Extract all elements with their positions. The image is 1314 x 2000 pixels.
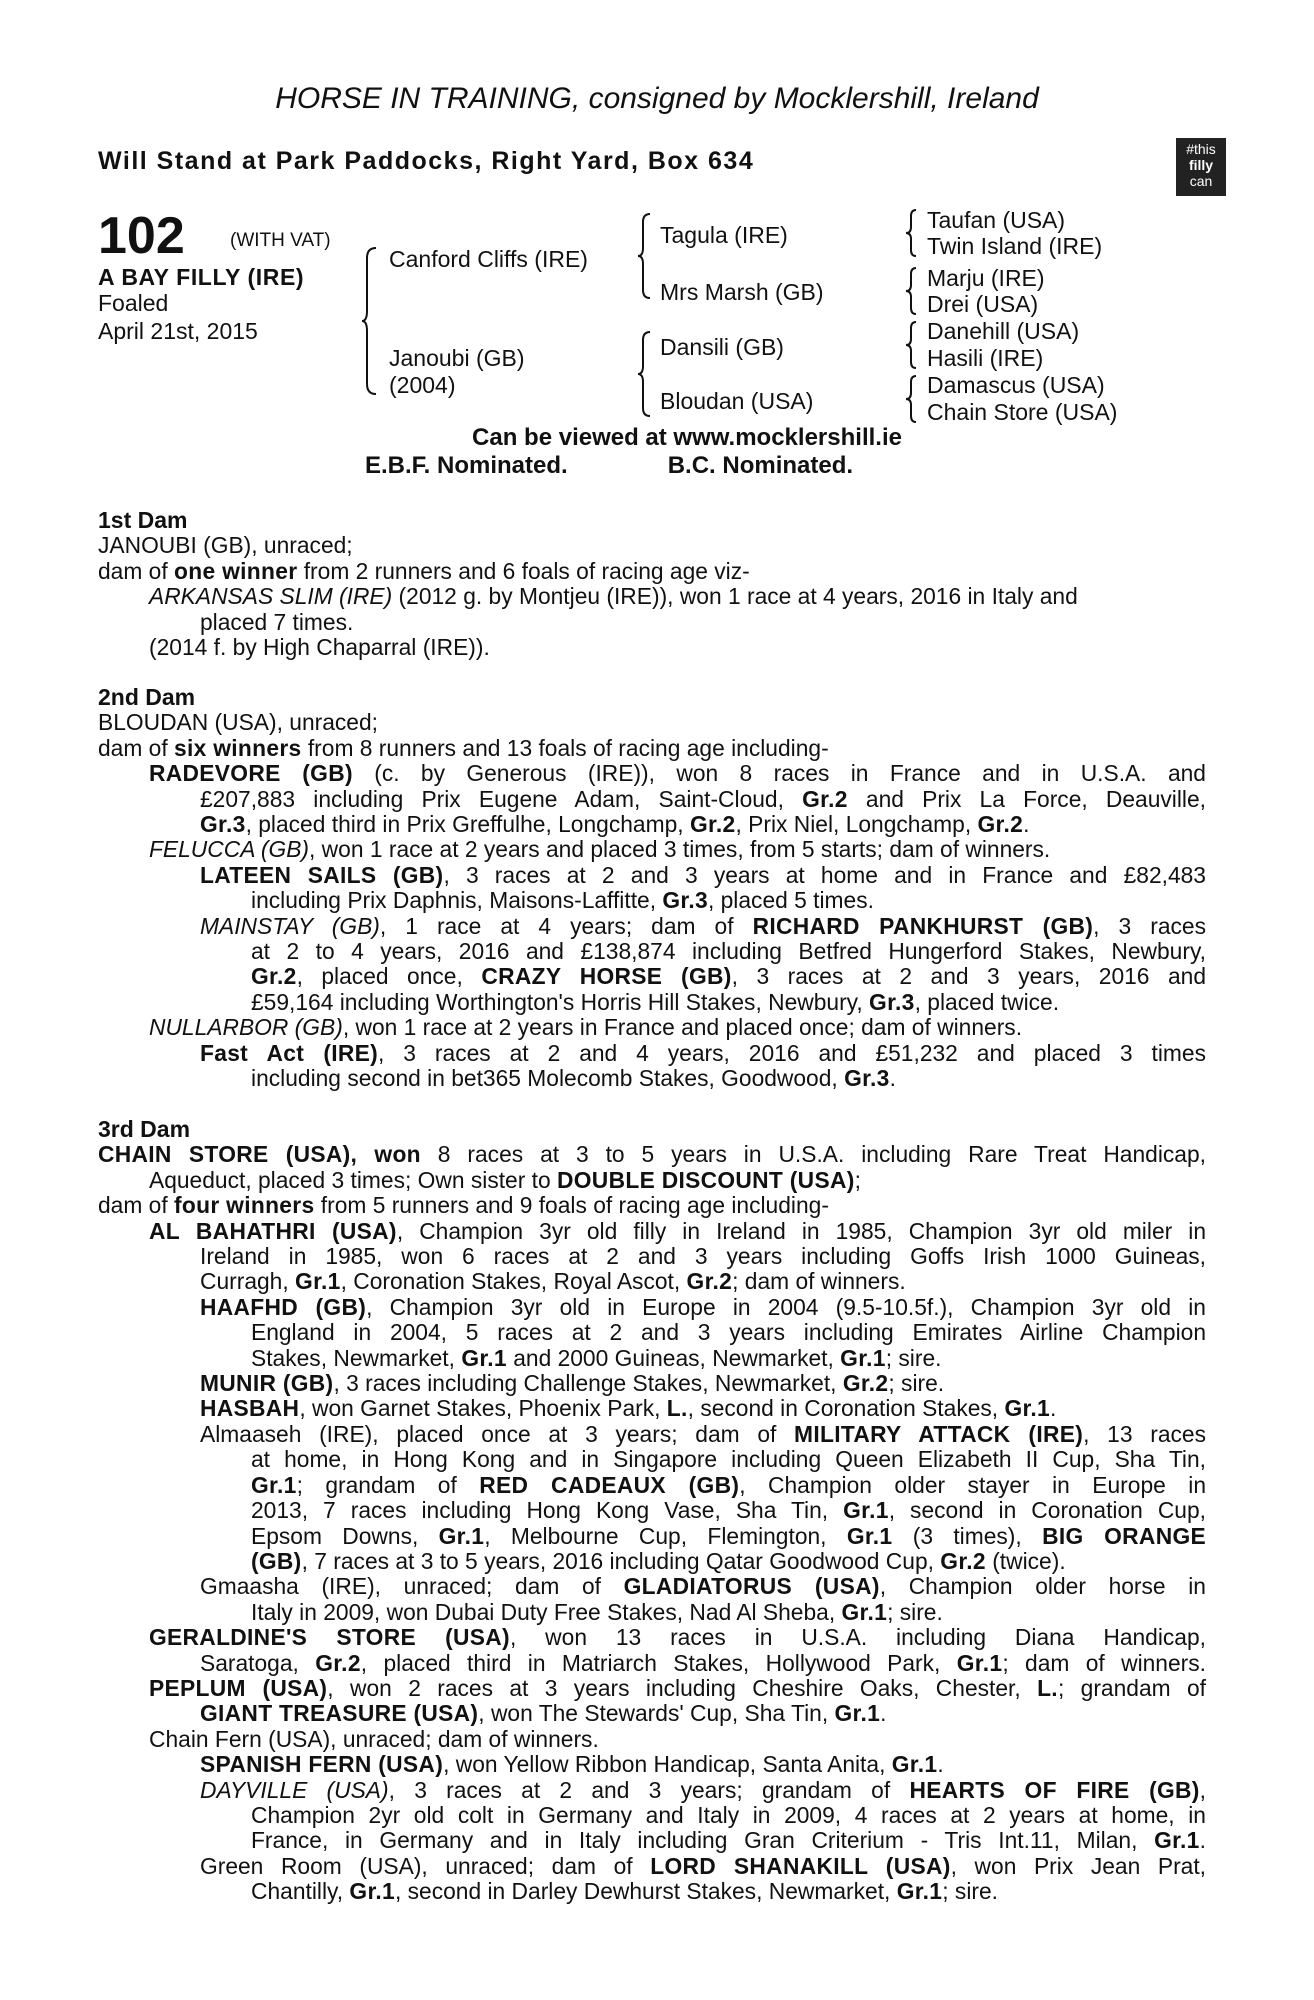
text-segment: DAYVILLE (USA) xyxy=(200,1776,389,1803)
page-title: HORSE IN TRAINING, consigned by Mocklershill, Ireland xyxy=(275,82,1039,115)
bc-nominated: B.C. Nominated. xyxy=(667,452,854,479)
text-segment: Almaaseh (IRE), placed once at 3 years; dam of xyxy=(200,1420,795,1447)
text-segment: Gr.2 xyxy=(842,1370,889,1397)
third-dam-line xyxy=(98,1346,1206,1371)
text-segment: , 7 races at 3 to 5 years, 2016 including Qatar Goodwood Cup, xyxy=(301,1547,941,1574)
third-dam-line xyxy=(98,1574,1206,1599)
text-segment: , won The Stewards' Cup, Sha Tin, xyxy=(478,1700,835,1727)
text-segment: RED CADEAUX (GB) xyxy=(479,1471,740,1498)
third-dam-line xyxy=(98,1320,1206,1345)
text-segment: NULLARBOR (GB) xyxy=(149,1014,343,1041)
third-dam-line xyxy=(98,1549,1206,1574)
second-dam-line xyxy=(98,863,1206,888)
text-segment: (2012 g. by Montjeu (IRE)), won 1 race at 4 years, 2016 in Italy and xyxy=(392,583,1078,610)
nominations xyxy=(365,452,853,480)
text-segment: Gr.1 xyxy=(834,1700,881,1727)
text-segment: ; sire. xyxy=(887,1598,943,1625)
text-segment: £59,164 including Worthington's Horris Hill Stakes, Newbury, xyxy=(251,988,870,1015)
third-dam-line xyxy=(98,1219,1206,1244)
text-segment: Gr.2 xyxy=(802,785,848,812)
text-segment: , second in Coronation Stakes, xyxy=(687,1395,1005,1422)
second-dam-line xyxy=(98,812,1206,837)
text-segment: PEPLUM (USA) xyxy=(149,1674,328,1701)
text-segment: , second in Darley Dewhurst Stakes, Newmarket, xyxy=(394,1878,897,1905)
pedigree-brace-icon xyxy=(906,320,918,370)
text-segment: Aqueduct, placed 3 times; Own sister to xyxy=(149,1166,558,1193)
text-segment: (twice). xyxy=(985,1547,1066,1574)
stand-location: Will Stand at Park Paddocks, Right Yard, Box 634 xyxy=(98,147,755,175)
text-segment: , won 13 races in U.S.A. including Diana Handicap, xyxy=(509,1624,1207,1651)
vat-note: (WITH VAT) xyxy=(230,230,331,251)
text-segment: six winners xyxy=(174,734,302,761)
pedigree-ggp-8: Chain Store (USA) xyxy=(927,399,1118,425)
text-segment: RICHARD PANKHURST (GB) xyxy=(752,912,1094,939)
text-segment: Gr.2 xyxy=(940,1547,986,1574)
second-dam-line xyxy=(98,964,1206,989)
text-segment: CHAIN STORE (USA), won xyxy=(98,1141,421,1168)
text-segment: , won Garnet Stakes, Phoenix Park, xyxy=(299,1395,667,1422)
text-segment: ; sire. xyxy=(942,1878,999,1905)
text-segment: AL BAHATHRI (USA) xyxy=(149,1217,397,1244)
first-dam-line: placed 7 times. xyxy=(200,608,354,635)
third-dam-line xyxy=(98,1524,1206,1549)
second-dam-line xyxy=(98,939,1206,964)
text-segment: . xyxy=(937,1751,944,1778)
third-dam-line xyxy=(98,1396,1206,1421)
text-segment: Saratoga, xyxy=(200,1649,316,1676)
text-segment: Gr.1 xyxy=(841,1598,888,1625)
third-dam-line xyxy=(98,1269,1206,1294)
text-segment: Gr.3 xyxy=(869,988,915,1015)
text-segment: . xyxy=(1199,1827,1206,1854)
text-segment: Gr.2 xyxy=(251,963,297,990)
text-segment: Curragh, xyxy=(200,1268,296,1295)
pedigree-sire-dam: Mrs Marsh (GB) xyxy=(660,279,824,305)
badge-line-2: filly xyxy=(1188,157,1214,173)
text-segment: L. xyxy=(666,1395,688,1422)
text-segment: , won 1 race at 2 years in France and placed once; dam of winners. xyxy=(342,1014,1023,1041)
text-segment: FELUCCA (GB) xyxy=(149,836,310,863)
text-segment: Green Room (USA), unraced; dam of xyxy=(200,1852,651,1879)
text-segment: SPANISH FERN (USA) xyxy=(200,1751,444,1778)
text-segment: RADEVORE (GB) xyxy=(149,760,353,787)
text-segment: . xyxy=(889,1065,896,1092)
text-segment: one winner xyxy=(174,557,298,584)
text-segment: GLADIATORUS (USA) xyxy=(623,1573,880,1600)
text-segment: , 13 races xyxy=(1083,1420,1206,1447)
text-segment: HAAFHD (GB) xyxy=(200,1293,367,1320)
text-segment: , won 2 races at 3 years including Cheshire Oaks, Chester, xyxy=(327,1674,1038,1701)
second-dam-line xyxy=(98,736,1206,761)
second-dam-line xyxy=(98,914,1206,939)
second-dam-line xyxy=(98,1041,1206,1066)
text-segment: Epsom Downs, xyxy=(251,1522,439,1549)
text-segment: Gr.2 xyxy=(315,1649,361,1676)
text-segment: HASBAH xyxy=(200,1395,300,1422)
ebf-nominated: E.B.F. Nominated. xyxy=(365,452,568,479)
third-dam-line xyxy=(98,1473,1206,1498)
text-segment: Gr.3 xyxy=(200,811,246,838)
text-segment: Gr.1 xyxy=(349,1878,395,1905)
third-dam-line xyxy=(98,1422,1206,1447)
text-segment: and Prix La Force, Deauville, xyxy=(847,785,1207,812)
third-dam-line xyxy=(98,1295,1206,1320)
text-segment: and 2000 Guineas, Newmarket, xyxy=(506,1344,841,1371)
text-segment: LATEEN SAILS (GB) xyxy=(200,861,444,888)
third-dam-line xyxy=(98,1854,1206,1879)
third-dam-line xyxy=(98,1828,1206,1853)
third-dam-line xyxy=(98,1244,1206,1269)
text-segment: BIG ORANGE xyxy=(1042,1522,1206,1549)
text-segment: £207,883 including Prix Eugene Adam, Saint-Cloud, xyxy=(200,785,803,812)
badge-line-1: #this xyxy=(1186,141,1216,157)
text-segment: (c. by Generous (IRE)), won 8 races in France and in U.S.A. and xyxy=(352,760,1206,787)
text-segment: , Champion older stayer in Europe in xyxy=(739,1471,1206,1498)
third-dam-line xyxy=(98,1752,1206,1777)
text-segment: Gr.2 xyxy=(689,811,736,838)
text-segment: CRAZY HORSE (GB) xyxy=(481,963,732,990)
text-segment: . xyxy=(880,1700,887,1727)
first-dam-heading: 1st Dam xyxy=(98,507,188,533)
pedigree-ggp-1: Taufan (USA) xyxy=(927,207,1066,233)
text-segment: Gr.1 xyxy=(891,1751,938,1778)
text-segment: Gr.2 xyxy=(686,1268,733,1295)
first-dam-line: (2014 f. by High Chaparral (IRE)). xyxy=(149,634,490,661)
pedigree-dam-year: (2004) xyxy=(389,372,456,398)
second-dam-section xyxy=(98,685,1206,1092)
text-segment: from 8 runners and 13 foals of racing age including- xyxy=(301,734,829,761)
text-segment: , placed third in Matriarch Stakes, Hollywood Park, xyxy=(360,1649,957,1676)
third-dam-line xyxy=(98,1651,1206,1676)
second-dam-line xyxy=(98,888,1206,913)
third-dam-line xyxy=(98,1879,1206,1904)
text-segment: Gr.1 xyxy=(843,1497,889,1524)
text-segment: at 2 to 4 years, 2016 and £138,874 including Betfred Hungerford Stakes, Newbury, xyxy=(251,938,1206,965)
text-segment: , xyxy=(1199,1776,1206,1803)
text-segment: , won 1 race at 2 years and placed 3 times, from 5 starts; dam of winners. xyxy=(309,836,1051,863)
text-segment: England in 2004, 5 races at 2 and 3 years including Emirates Airline Champion xyxy=(251,1319,1206,1346)
third-dam-section xyxy=(98,1117,1206,1905)
second-dam-line xyxy=(98,761,1206,786)
text-segment: Gr.1 xyxy=(295,1268,341,1295)
text-segment: , won Yellow Ribbon Handicap, Santa Anita, xyxy=(443,1751,892,1778)
pedigree-brace-icon xyxy=(906,208,918,258)
text-segment: . xyxy=(1023,811,1030,838)
text-segment: Italy in 2009, won Dubai Duty Free Stakes, Nad Al Sheba, xyxy=(251,1598,842,1625)
text-segment: GIANT TREASURE (USA) xyxy=(200,1700,479,1727)
text-segment: , 1 race at 4 years; dam of xyxy=(379,912,753,939)
third-dam-line xyxy=(98,1168,1206,1193)
first-dam-line xyxy=(98,584,1206,609)
text-segment: ; sire. xyxy=(885,1344,942,1371)
text-segment: HEARTS OF FIRE (GB) xyxy=(909,1776,1200,1803)
text-segment: dam of xyxy=(98,1192,175,1219)
text-segment: Stakes, Newmarket, xyxy=(251,1344,462,1371)
text-segment: DOUBLE DISCOUNT (USA) xyxy=(557,1166,855,1193)
text-segment: GERALDINE'S STORE (USA) xyxy=(149,1624,510,1651)
pedigree-sire-sire: Tagula (IRE) xyxy=(660,222,788,248)
third-dam-line xyxy=(98,1778,1206,1803)
pedigree-brace-icon xyxy=(638,330,652,418)
pedigree-brace-icon xyxy=(638,212,652,300)
second-dam-line xyxy=(98,990,1206,1015)
third-dam-line xyxy=(98,1142,1206,1167)
text-segment: Gr.1 xyxy=(1154,1827,1200,1854)
text-segment: ; grandam of xyxy=(296,1471,480,1498)
pedigree-dam-sire: Dansili (GB) xyxy=(660,334,784,360)
pedigree-ggp-2: Twin Island (IRE) xyxy=(927,233,1103,259)
this-filly-can-logo xyxy=(1176,138,1226,196)
pedigree-dam: Janoubi (GB) xyxy=(389,345,525,371)
text-segment: , Prix Niel, Longchamp, xyxy=(735,811,978,838)
text-segment: ; xyxy=(854,1166,861,1193)
lot-number: 102 xyxy=(98,207,185,265)
text-segment: Gr.1 xyxy=(438,1522,485,1549)
second-dam-line xyxy=(98,1066,1206,1091)
third-dam-line xyxy=(98,1625,1206,1650)
text-segment: from 2 runners and 6 foals of racing age viz- xyxy=(297,557,750,584)
pedigree-brace-icon xyxy=(362,246,378,396)
text-segment: , placed third in Prix Greffulhe, Longchamp, xyxy=(245,811,690,838)
text-segment: , 3 races at 2 and 3 years; grandam of xyxy=(388,1776,910,1803)
first-dam-line xyxy=(98,559,1206,584)
text-segment: Gr.1 xyxy=(846,1522,893,1549)
text-segment: ; grandam of xyxy=(1057,1674,1207,1701)
second-dam-line xyxy=(98,1015,1206,1040)
text-segment: ARKANSAS SLIM (IRE) xyxy=(149,583,393,610)
second-dam-heading: 2nd Dam xyxy=(98,684,196,710)
text-segment: from 5 runners and 9 foals of racing age including- xyxy=(314,1192,829,1219)
pedigree-sire: Canford Cliffs (IRE) xyxy=(389,246,588,272)
text-segment: Gr.1 xyxy=(956,1649,1003,1676)
text-segment: Gr.1 xyxy=(1004,1395,1051,1422)
pedigree-brace-icon xyxy=(906,266,918,316)
text-segment: , Champion older horse in xyxy=(879,1573,1206,1600)
text-segment: . xyxy=(1050,1395,1057,1422)
text-segment: Gr.1 xyxy=(896,1878,943,1905)
text-segment: Gr.1 xyxy=(251,1471,297,1498)
third-dam-line xyxy=(98,1701,1206,1726)
third-dam-line xyxy=(98,1371,1206,1396)
text-segment: Gr.3 xyxy=(662,887,708,914)
second-dam-line xyxy=(98,787,1206,812)
text-segment: , Champion 3yr old filly in Ireland in 1985, Champion 3yr old miler in xyxy=(396,1217,1206,1244)
text-segment: , placed twice. xyxy=(914,988,1060,1015)
third-dam-line xyxy=(98,1447,1206,1472)
text-segment: Gr.3 xyxy=(844,1065,890,1092)
text-segment: 8 races at 3 to 5 years in U.S.A. including Rare Treat Handicap, xyxy=(420,1141,1206,1168)
text-segment: ; sire. xyxy=(888,1370,945,1397)
text-segment: MAINSTAY (GB) xyxy=(200,912,380,939)
second-dam-line: BLOUDAN (USA), unraced; xyxy=(98,709,378,736)
third-dam-line xyxy=(98,1193,1206,1218)
text-segment: including second in bet365 Molecomb Stakes, Goodwood, xyxy=(251,1065,845,1092)
text-segment: Champion 2yr old colt in Germany and Italy in 2009, 4 races at 2 years at home, in xyxy=(251,1801,1206,1828)
badge-line-3: can xyxy=(1189,173,1213,189)
first-dam-section xyxy=(98,508,1206,660)
text-segment: Gmaasha (IRE), unraced; dam of xyxy=(200,1573,624,1600)
text-segment: Chantilly, xyxy=(251,1878,350,1905)
text-segment: L. xyxy=(1037,1674,1058,1701)
text-segment: Ireland in 1985, won 6 races at 2 and 3 years including Goffs Irish 1000 Guineas, xyxy=(200,1243,1206,1270)
text-segment: , 3 races xyxy=(1093,912,1206,939)
text-segment: including Prix Daphnis, Maisons-Laffitte, xyxy=(251,887,663,914)
pedigree-brace-icon xyxy=(906,374,918,424)
second-dam-line xyxy=(98,837,1206,862)
text-segment: ; dam of winners. xyxy=(1002,1649,1206,1676)
text-segment: Fast Act (IRE) xyxy=(200,1039,379,1066)
text-segment: , won Prix Jean Prat, xyxy=(950,1852,1207,1879)
third-dam-line xyxy=(98,1676,1206,1701)
text-segment: , 3 races including Challenge Stakes, Newmarket, xyxy=(333,1370,843,1397)
text-segment: , second in Coronation Cup, xyxy=(888,1497,1206,1524)
text-segment: , Melbourne Cup, Flemington, xyxy=(484,1522,847,1549)
horse-description: A BAY FILLY (IRE) xyxy=(98,264,305,290)
foaled-date: April 21st, 2015 xyxy=(98,318,258,344)
text-segment: France, in Germany and in Italy including Gran Criterium - Tris Int.11, Milan, xyxy=(251,1827,1155,1854)
text-segment: MUNIR (GB) xyxy=(200,1370,334,1397)
text-segment: LORD SHANAKILL (USA) xyxy=(650,1852,951,1879)
viewing-website: Can be viewed at www.mocklershill.ie xyxy=(472,424,902,451)
text-segment: MILITARY ATTACK (IRE) xyxy=(794,1420,1084,1447)
pedigree-ggp-6: Hasili (IRE) xyxy=(927,345,1044,371)
text-segment: Gr.1 xyxy=(840,1344,886,1371)
pedigree-ggp-5: Danehill (USA) xyxy=(927,318,1080,344)
text-segment: , placed 5 times. xyxy=(707,887,874,914)
text-segment: , Coronation Stakes, Royal Ascot, xyxy=(340,1268,687,1295)
third-dam-line xyxy=(98,1498,1206,1523)
third-dam-line: Chain Fern (USA), unraced; dam of winners. xyxy=(149,1725,599,1752)
third-dam-line xyxy=(98,1803,1206,1828)
text-segment: four winners xyxy=(174,1192,315,1219)
text-segment: 2013, 7 races including Hong Kong Vase, Sha Tin, xyxy=(251,1497,844,1524)
text-segment: dam of xyxy=(98,734,175,761)
text-segment: (GB) xyxy=(251,1547,302,1574)
third-dam-heading: 3rd Dam xyxy=(98,1116,191,1142)
first-dam-line: JANOUBI (GB), unraced; xyxy=(98,532,353,559)
third-dam-line xyxy=(98,1600,1206,1625)
pedigree-ggp-3: Marju (IRE) xyxy=(927,265,1045,291)
text-segment: dam of xyxy=(98,557,175,584)
text-segment: (3 times), xyxy=(892,1522,1043,1549)
foaled-label: Foaled xyxy=(98,290,169,316)
pedigree-ggp-7: Damascus (USA) xyxy=(927,372,1105,398)
text-segment: , placed once, xyxy=(296,963,482,990)
text-segment: at home, in Hong Kong and in Singapore including Queen Elizabeth II Cup, Sha Tin, xyxy=(251,1446,1206,1473)
text-segment: Gr.2 xyxy=(977,811,1024,838)
text-segment: Gr.1 xyxy=(461,1344,507,1371)
pedigree-dam-dam: Bloudan (USA) xyxy=(660,388,814,414)
text-segment: , 3 races at 2 and 4 years, 2016 and £51,232 and placed 3 times xyxy=(378,1039,1206,1066)
text-segment: , 3 races at 2 and 3 years, 2016 and xyxy=(731,963,1207,990)
text-segment: ; dam of winners. xyxy=(732,1268,906,1295)
text-segment: , Champion 3yr old in Europe in 2004 (9.5-10.5f.), Champion 3yr old in xyxy=(366,1293,1206,1320)
pedigree-ggp-4: Drei (USA) xyxy=(927,291,1039,317)
text-segment: , 3 races at 2 and 3 years at home and in France and £82,483 xyxy=(443,861,1206,888)
